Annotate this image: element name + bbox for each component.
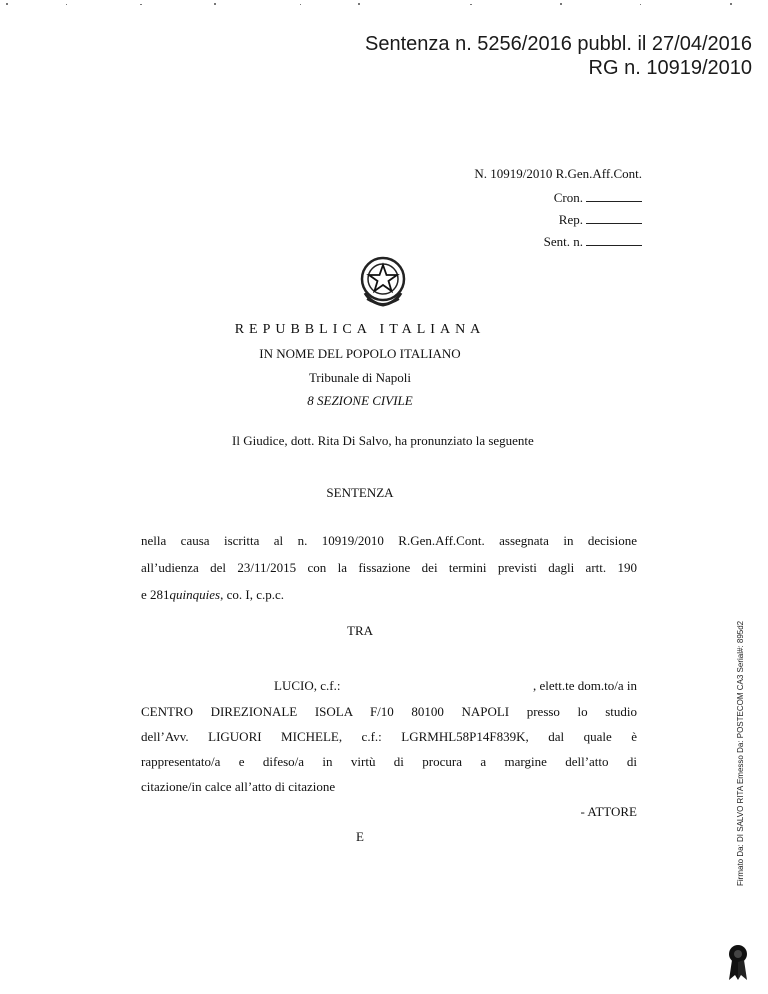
scan-artifacts (0, 0, 768, 10)
sentence-number-line: Sentenza n. 5256/2016 pubbl. il 27/04/2016 (365, 33, 752, 55)
section-heading: 8 SEZIONE CIVILE (307, 393, 413, 408)
party-line-5: citazione/in calce all’atto di citazione (141, 779, 336, 794)
cause-line-3-prefix: e 281 (141, 587, 170, 602)
ribbon-seal-icon (727, 942, 749, 982)
party-line-3: dell’Avv. LIGUORI MICHELE, c.f.: LGRMHL58P14F839K, dal quale è (141, 729, 637, 744)
party-line-2: CENTRO DIREZIONALE ISOLA F/10 80100 NAPOLI presso lo studio (141, 704, 637, 719)
party-line-4: rappresentato/a e difeso/a in virtù di procura a margine dell’atto di (141, 754, 637, 769)
sentence-number-stamp (365, 32, 752, 80)
court-heading: Tribunale di Napoli (308, 370, 412, 385)
republic-heading: REPUBBLICA ITALIANA (234, 322, 486, 337)
party-line-1a: LUCIO, c.f.: (274, 678, 341, 693)
italian-republic-emblem-icon (357, 253, 409, 309)
sent-label: Sent. n. (543, 234, 583, 249)
rep-blank (586, 212, 642, 224)
judge-intro: Il Giudice, dott. Rita Di Salvo, ha pronunziato la seguente (232, 433, 534, 448)
cron-blank (586, 190, 642, 202)
rep-label: Rep. (558, 212, 583, 227)
sent-field (544, 234, 642, 250)
rep-field (559, 212, 642, 228)
party-line-1b: , elett.te dom.to/a in (533, 678, 637, 693)
sent-blank (586, 234, 642, 246)
cause-line-3-italic: quinquies (169, 587, 221, 602)
party-role: - ATTORE (580, 804, 637, 819)
case-number: N. 10919/2010 R.Gen.Aff.Cont. (474, 166, 642, 181)
cron-label: Cron. (553, 190, 583, 205)
and-separator: E (356, 829, 364, 844)
cause-line-2: all’udienza del 23/11/2015 con la fissazione dei termini previsti dagli artt. 190 (141, 560, 637, 575)
registry-number-line: RG n. 10919/2010 (588, 57, 752, 79)
cause-line-3 (141, 581, 284, 609)
cause-line-1: nella causa iscritta al n. 10919/2010 R.Gen.Aff.Cont. assegnata in decisione (141, 533, 637, 548)
cron-field (554, 190, 642, 206)
people-heading: IN NOME DEL POPOLO ITALIANO (259, 346, 461, 361)
digital-signature-note: Firmato Da: DI SALVO RITA Emesso Da: POSTECOM CA3 Serial#: 895d2 (736, 620, 745, 886)
cause-line-3-suffix: , co. I, c.p.c. (220, 587, 284, 602)
document-title: SENTENZA (326, 485, 394, 500)
tra-heading: TRA (347, 623, 373, 638)
